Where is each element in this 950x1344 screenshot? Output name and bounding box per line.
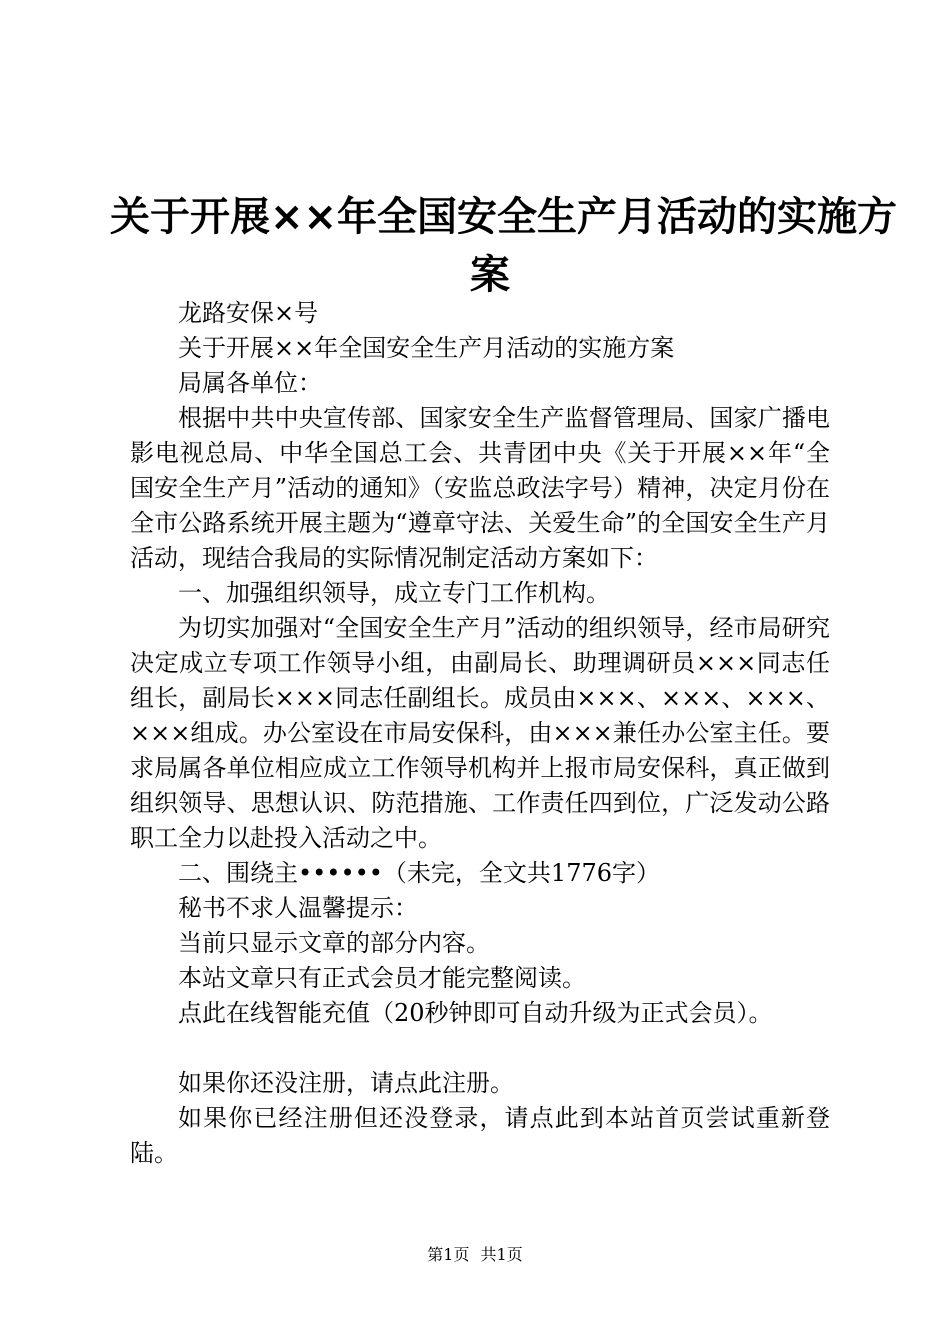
document-body — [130, 296, 830, 1171]
blank-line — [130, 1031, 830, 1066]
doc-recipients: 局属各单位： — [178, 369, 322, 397]
recharge-link[interactable]: 点此在线智能充值（20秒钟即可自动升级为正式会员）。 — [178, 999, 773, 1027]
title-line-2: 案 — [470, 252, 510, 298]
body-paragraph: 为切实加强对“全国安全生产月”活动的组织领导，经市局研究决定成立专项工作领导小组，由副局长、助理调研员×××同志任组长，副局长×××同志任副组长。成员由×××、×××、×××、×××组成。办公室设在市局安保科，由×××兼任办公室主任。要求局属各单位相应成立工作领导机构并上报市局安保科，真正做到组织领导、思想认识、防范措施、工作责任四到位，广泛发动公路职工全力以赴投入活动之中。 — [130, 614, 830, 852]
page-number: 第1页 — [427, 1245, 470, 1264]
notice-line: 本站文章只有正式会员才能完整阅读。 — [178, 964, 586, 992]
section-heading: 一、加强组织领导，成立专门工作机构。 — [178, 579, 610, 607]
body-paragraph: 根据中共中央宣传部、国家安全生产监督管理局、国家广播电影电视总局、中华全国总工会、共青团中央《关于开展××年“全国安全生产月”活动的通知》（安监总政法字号）精神，决定月份在全市公路系统开展主题为“遵章守法、关爱生命”的全国安全生产月活动，现结合我局的实际情况制定活动方案如下： — [130, 404, 830, 572]
login-link[interactable]: 如果你已经注册但还没登录，请点此到本站首页尝试重新登陆。 — [130, 1104, 830, 1167]
doc-number: 龙路安保×号 — [178, 299, 319, 327]
notice-line: 当前只显示文章的部分内容。 — [178, 929, 490, 957]
document-title — [110, 188, 898, 304]
doc-subject: 关于开展××年全国安全生产月活动的实施方案 — [178, 334, 675, 362]
register-link[interactable]: 如果你还没注册，请点此注册。 — [178, 1069, 514, 1097]
page-total: 共1页 — [480, 1245, 523, 1264]
page-footer — [0, 1244, 950, 1266]
notice-heading: 秘书不求人温馨提示： — [178, 894, 418, 922]
section-heading-truncated: 二、围绕主••••••（未完，全文共1776字） — [178, 859, 661, 887]
title-line-1: 关于开展××年全国安全生产月活动的实施方 — [110, 194, 898, 240]
